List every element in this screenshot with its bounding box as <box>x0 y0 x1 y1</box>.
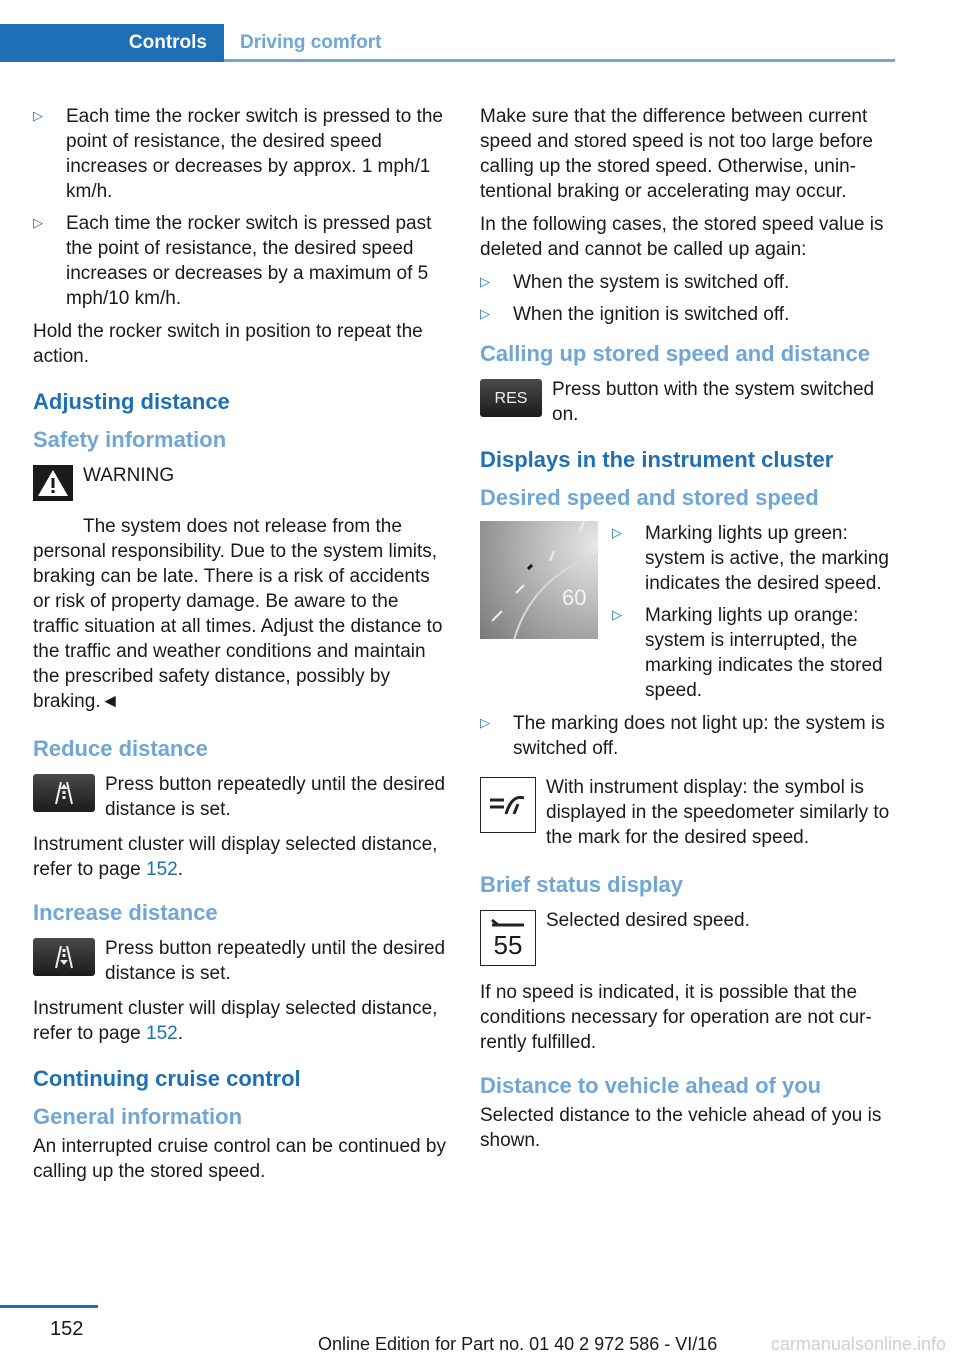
edition-text: Online Edition for Part no. 01 40 2 972 586 - VI/16 <box>318 1334 718 1354</box>
increase-block <box>33 936 447 986</box>
left-column <box>33 104 447 1192</box>
intro-text: Make sure that the difference between current speed and stored speed is not too large before calling up the stored speed. Otherwise, unintentional braking or accelerating may occur. <box>480 106 873 202</box>
list-item: ▷ Marking lights up orange: system is interrupted, the marking indicates the stored speed. <box>612 603 894 703</box>
tab-driving-comfort[interactable] <box>240 24 381 62</box>
hold-text: Hold the rocker switch in position to repeat the action. <box>33 321 423 367</box>
rocker-bullets <box>33 104 447 311</box>
subsection-title: Driving comfort <box>240 32 382 53</box>
header-bar <box>0 24 895 62</box>
section-title: Controls <box>128 32 207 53</box>
brief-text: Selected desired speed. <box>546 910 750 931</box>
list-item: ▷ When the system is switched off. <box>480 270 894 295</box>
list-item: ▷ The marking does not light up: the system is switched off. <box>480 711 894 761</box>
res-text: Press button with the system switched on. <box>552 379 875 425</box>
warning-text: The system does not release from the personal responsibility. Due to the system limits, braking can be late. There is a risk of accidents or risk of property damage. Be aware to the traffic situation at all times. Adjust the distance to the traffic and weather conditions and maintain the prescribed safety distance, possibly by braking.◄ <box>33 516 443 712</box>
reduce-note: Instrument cluster will display selected distance, refer to page 152. <box>33 834 438 880</box>
brief-block <box>480 908 894 966</box>
cluster-block <box>480 521 894 711</box>
watermark: carmanualsonline.info <box>770 1334 946 1354</box>
increase-note: Instrument cluster will display selected distance, refer to page 152. <box>33 998 438 1044</box>
reduce-text: Press button repeatedly until the desired distance is set. <box>105 774 446 820</box>
cases-text: In the following cases, the stored speed value is deleted and cannot be called up again: <box>480 214 884 260</box>
footer-rule <box>0 1305 98 1308</box>
instrument-text: With instrument display: the symbol is displayed in the speedometer similarly to the mark for the desired speed. <box>546 777 890 848</box>
page-link[interactable]: 152 <box>146 1023 178 1044</box>
cases-list <box>480 270 894 327</box>
list-item: ▷ Each time the rocker switch is pressed past the point of resistance, the desired speed increases or decreases by a maximum of 5 mph/10 km/h. <box>33 211 447 311</box>
res-block <box>480 377 894 427</box>
no-indicate-text: If no speed is indicated, it is possible that the conditions necessary for operation are not currently fulfilled. <box>480 982 872 1053</box>
increase-text: Press button repeatedly until the desired distance is set. <box>105 938 446 984</box>
reduce-distance-button-icon <box>33 774 95 812</box>
brief-number: 55 <box>493 930 523 960</box>
heading-safety-information: Safety information <box>33 427 227 452</box>
cruise-symbol-icon <box>480 777 536 833</box>
warning-label: WARNING <box>83 465 175 486</box>
speed-limit-icon <box>480 910 536 966</box>
off-bullet-list <box>480 711 894 761</box>
heading-distance-ahead: Distance to vehicle ahead of you <box>480 1073 822 1098</box>
list-item: ▷ Each time the rocker switch is pressed to the point of resistance, the desired speed increases or decreases by approx. 1 mph/1 km/h. <box>33 104 447 204</box>
heading-general-information: General information <box>33 1104 243 1129</box>
heading-brief-status: Brief status display <box>480 872 683 897</box>
res-button-icon <box>480 379 542 417</box>
instrument-block <box>480 775 894 850</box>
res-label: RES <box>494 389 528 407</box>
heading-adjusting-distance: Adjusting distance <box>33 389 230 414</box>
page-link[interactable]: 152 <box>146 859 178 880</box>
general-text: An interrupted cruise control can be continued by calling up the stored speed. <box>33 1136 446 1182</box>
warning-block <box>33 463 447 508</box>
heading-calling-up: Calling up stored speed and distance <box>480 341 870 366</box>
heading-displays: Displays in the instrument cluster <box>480 447 834 472</box>
heading-reduce-distance: Reduce distance <box>33 736 208 761</box>
list-item: ▷ When the ignition is switched off. <box>480 302 894 327</box>
warning-icon <box>33 465 73 508</box>
reduce-block <box>33 772 447 822</box>
heading-continuing-cruise-control: Continuing cruise control <box>33 1066 301 1091</box>
distance-text: Selected distance to the vehicle ahead of you is shown. <box>480 1105 882 1151</box>
increase-distance-button-icon <box>33 938 95 976</box>
dial-number: 60 <box>562 585 587 610</box>
list-item: ▷ Marking lights up green: system is active, the marking indicates the desired speed. <box>612 521 894 596</box>
right-column <box>480 104 894 1161</box>
header-rule <box>224 59 895 62</box>
speedometer-dial-image <box>480 521 598 639</box>
cluster-bullets <box>612 521 894 703</box>
page-number: 152 <box>50 1318 84 1340</box>
tab-controls[interactable] <box>0 24 224 62</box>
heading-desired-speed: Desired speed and stored speed <box>480 485 819 510</box>
heading-increase-distance: Increase distance <box>33 900 218 925</box>
